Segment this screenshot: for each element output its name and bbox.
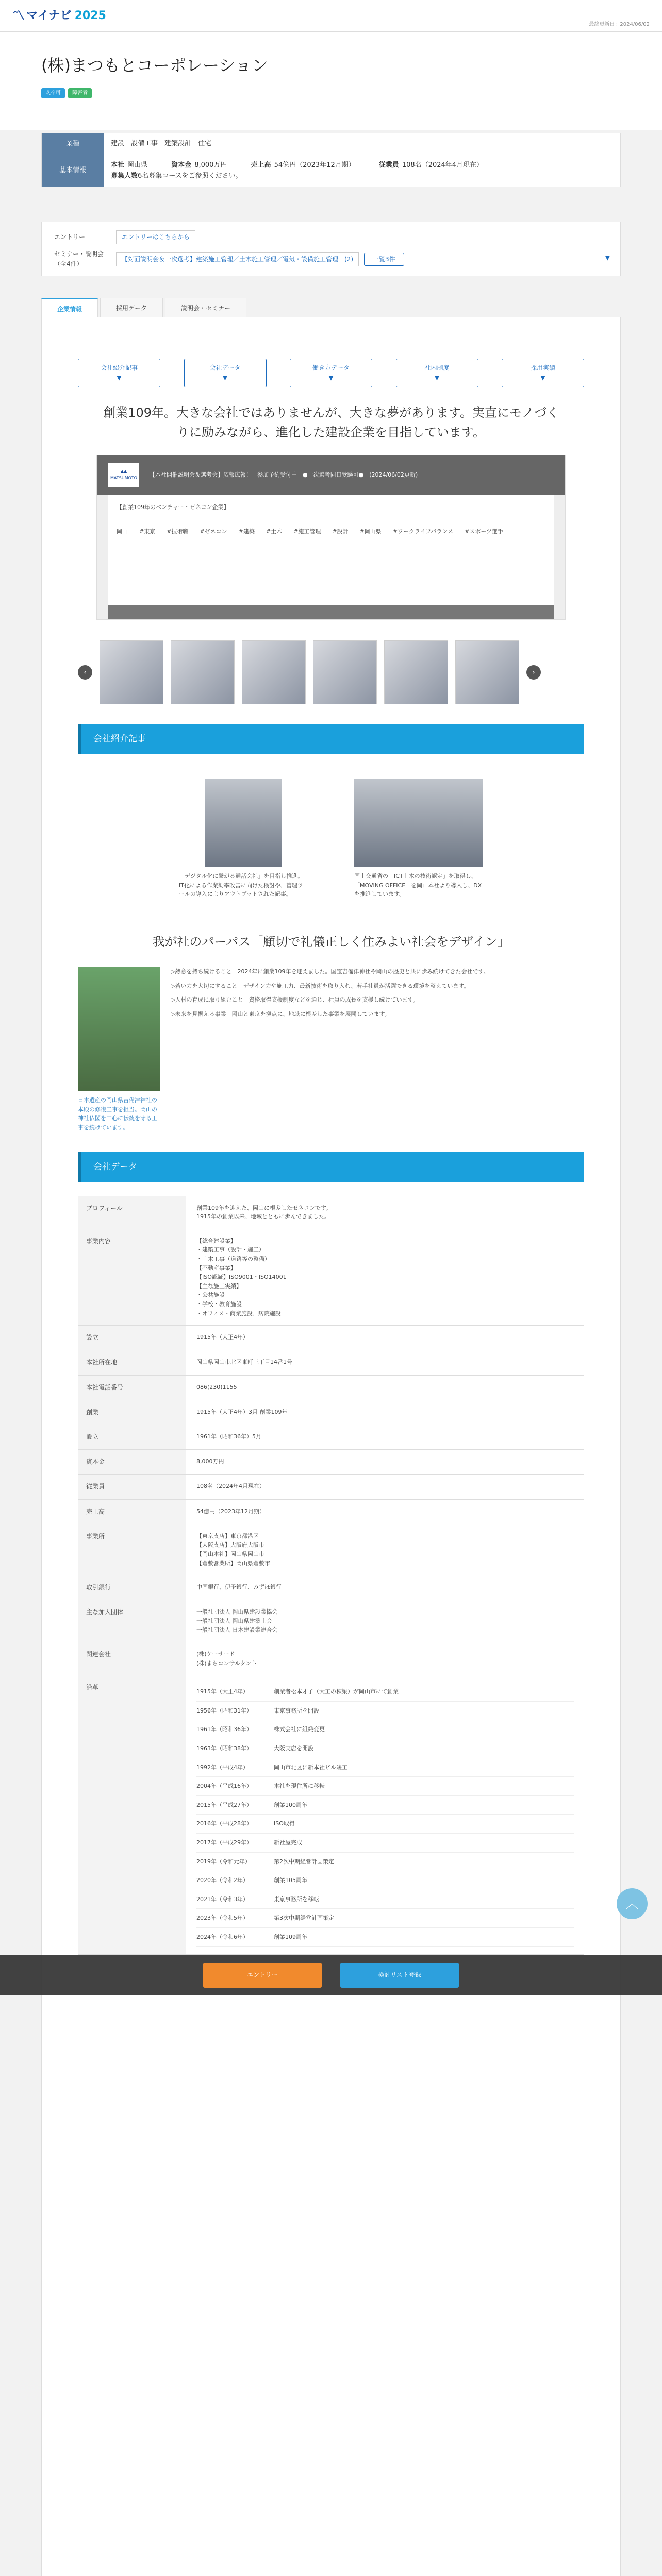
data-row — [78, 1425, 584, 1450]
chevron-down-icon: ▼ — [540, 374, 545, 381]
entry-link[interactable]: エントリーはこちらから — [116, 230, 195, 244]
article-text: 「デジタル化に繋がる通話会社」を目指し推進。IT化による作業効率改善に向けた検討や、管理ツールの導入によりアウトプットされた記事。 — [179, 872, 304, 898]
history-event: 東京事務所を開設 — [274, 1702, 574, 1721]
article-text: 国土交通省の「ICT土木の技術認定」を取得し、「MOVING OFFICE」を岡山本社より導入し、DXを推進しています。 — [354, 872, 482, 898]
history-year: 2019年（令和元年） — [196, 1853, 274, 1872]
hero-chip: #建築 — [238, 528, 255, 535]
data-row-value: (株)ケーサード (株)まちコンサルタント — [196, 1651, 257, 1667]
company-logo — [108, 463, 139, 487]
article-photo — [354, 779, 483, 867]
data-row — [78, 1326, 584, 1350]
carousel-photo[interactable] — [455, 640, 519, 704]
article-photo — [205, 779, 282, 867]
data-row — [78, 1475, 584, 1499]
data-row-value: 1915年（大正4年）3月 創業109年 — [196, 1408, 288, 1415]
entry-button[interactable]: エントリー — [203, 1963, 322, 1988]
history-year: 2017年（平成29年） — [196, 1834, 274, 1853]
data-row-label: 事業内容 — [78, 1229, 186, 1325]
chevron-down-icon: ▼ — [117, 374, 122, 381]
employees-value: 108名（2024年4月現在） — [402, 161, 484, 169]
nav-articles[interactable] — [78, 359, 160, 387]
company-tags — [41, 88, 621, 98]
data-row — [78, 1642, 584, 1675]
hero-chips — [117, 527, 545, 536]
data-row — [78, 1450, 584, 1475]
hero-chip: 岡山 — [117, 528, 128, 535]
data-row-label: 事業所 — [78, 1524, 186, 1575]
history-label: 沿革 — [78, 1675, 186, 1954]
tag-shogai: 障害者 — [68, 88, 92, 98]
hero-top — [97, 455, 565, 495]
carousel-photo[interactable] — [100, 640, 163, 704]
data-row-value: 岡山県岡山市北区東町三丁目14番1号 — [196, 1359, 292, 1366]
data-row-value: 086(230)1155 — [196, 1383, 237, 1391]
company-data-title: 会社データ — [78, 1152, 584, 1182]
hero-chip: #土木 — [266, 528, 283, 535]
carousel-photo[interactable] — [384, 640, 448, 704]
tag-kisotsu: 既卒可 — [41, 88, 65, 98]
history-year: 2004年（平成16年） — [196, 1777, 274, 1796]
data-row — [78, 1229, 584, 1326]
history-list — [186, 1675, 584, 1954]
history-event: 第2次中期経営計画策定 — [274, 1853, 574, 1872]
history-year: 2021年（令和3年） — [196, 1890, 274, 1909]
mynavi-logo-icon: 〽 — [12, 8, 23, 23]
chevron-down-icon: ▼ — [222, 374, 228, 381]
data-row-value: 【東京支店】東京都港区 【大阪支店】大阪府大阪市 【岡山本社】岡山県岡山市 【倉敷営業所】岡山県倉敷市 — [196, 1532, 270, 1567]
purpose-side-caption: 日本遺産の岡山県吉備津神社の本殿の修復工事を担当。岡山の神社仏閣を中心に伝統を守る工事を続けています。 — [78, 1097, 157, 1131]
nav-work-style[interactable] — [290, 359, 372, 387]
data-row-label: 関連会社 — [78, 1642, 186, 1675]
sticky-action-bar — [0, 1955, 662, 1995]
bookmark-button[interactable]: 検討リスト登録 — [340, 1963, 459, 1988]
logo-mark-icon: ▲▲ — [120, 468, 127, 473]
history-event: 新社屋完成 — [274, 1834, 574, 1853]
shrine-photo — [78, 967, 160, 1091]
history-year: 2023年（令和5年） — [196, 1909, 274, 1928]
hero-chip: #岡山県 — [359, 528, 382, 535]
data-row — [78, 1350, 584, 1375]
articles-list — [78, 779, 584, 899]
entry-row — [54, 230, 608, 244]
history-year: 2015年（平成27年） — [196, 1796, 274, 1815]
recruit-label: 募集人数 — [111, 172, 138, 180]
data-row-label: プロフィール — [78, 1196, 186, 1229]
history-event: 創業105周年 — [274, 1871, 574, 1890]
nav-company-data-label: 会社データ — [209, 364, 241, 371]
purpose-paragraph: ▷未来を見据える事業 岡山と東京を拠点に、地域に根差した事業を展開しています。 — [171, 1010, 390, 1018]
hero-chip: #施工管理 — [293, 528, 321, 535]
back-to-top-button[interactable] — [617, 1888, 648, 1919]
data-row-label: 本社電話番号 — [78, 1376, 186, 1400]
tab-recruit-data[interactable]: 採用データ — [100, 298, 163, 319]
hero-chip: #設計 — [332, 528, 349, 535]
hero-body-title: 【創業109年のベンチャー・ゼネコン企業】 — [117, 503, 229, 511]
data-row-value: 【総合建設業】 ・建築工事（設計・施工） ・土木工事（道路等の整備） 【不動産事業】 【ISO認証】ISO9001・ISO14001 【主な施工実績】 ・公共施設 ・学校・教育施設 ・オフィス・商業施設、病院施設 — [196, 1237, 287, 1317]
data-row-value: 1961年（昭和36年）5月 — [196, 1433, 261, 1440]
hero-logo-text: MATSUMOTO — [110, 475, 137, 480]
hero-body — [108, 495, 554, 608]
site-logo[interactable] — [12, 6, 106, 25]
article-card[interactable] — [179, 779, 308, 899]
entry-label: エントリー — [54, 233, 86, 241]
data-row-label: 設立 — [78, 1425, 186, 1449]
basic-info-row — [41, 155, 621, 188]
employees-label: 従業員 — [378, 161, 399, 169]
purpose-paragraph: ▷熱意を持ち続けること 2024年に創業109年を迎えました。国宝吉備津神社や岡山の歴史と共に歩み続けてきた会社です。 — [171, 968, 489, 975]
data-row-value: 中国銀行、伊予銀行、みずほ銀行 — [196, 1584, 282, 1591]
data-row — [78, 1196, 584, 1229]
data-row-label: 資本金 — [78, 1450, 186, 1474]
nav-system-label: 社内制度 — [424, 364, 450, 371]
chevron-right-icon[interactable]: › — [526, 665, 541, 680]
seminar-row — [54, 249, 608, 269]
hero-chip: #ワークライフバランス — [392, 528, 454, 535]
hero-bar — [108, 605, 554, 619]
purpose-side — [78, 967, 160, 1132]
capital-value: 8,000万円 — [194, 161, 227, 169]
logo-text: マイナビ — [26, 9, 72, 22]
data-row — [78, 1376, 584, 1400]
sales-value: 54億円（2023年12月期） — [274, 161, 355, 169]
hero-headline: 【本社開催説明会＆選考会】広報広報！ 参加予約受付中 ●一次選考同日受験可● (2024/06/02更新) — [150, 471, 418, 478]
industry-label: 業種 — [42, 133, 104, 155]
chevron-left-icon[interactable]: ‹ — [78, 665, 92, 680]
main-content — [41, 317, 621, 2576]
nav-results[interactable] — [502, 359, 584, 387]
chevron-down-icon[interactable]: ▼ — [605, 254, 610, 261]
history-event: 創業109周年 — [274, 1928, 574, 1947]
carousel-photo[interactable] — [171, 640, 235, 704]
hero-chip: #東京 — [139, 528, 156, 535]
purpose-paragraph: ▷人材の育成に取り組むこと 資格取得支援制度などを通じ、社員の成長を支援し続けています。 — [171, 996, 419, 1004]
history-event: 東京事務所を移転 — [274, 1890, 574, 1909]
hero-chip: #スポーツ選手 — [465, 528, 503, 535]
data-row — [78, 1575, 584, 1600]
nav-system[interactable] — [396, 359, 478, 387]
seminar-label: セミナー・説明会（全4件） — [54, 250, 104, 268]
chevron-down-icon: ▼ — [434, 374, 440, 381]
data-row-value: 創業109年を迎えた、岡山に根差したゼネコンです。 1915年の創業以来、地域とともに歩んできました。 — [196, 1204, 332, 1221]
carousel-photo[interactable] — [313, 640, 377, 704]
history-year: 2020年（令和2年） — [196, 1871, 274, 1890]
data-row-label: 設立 — [78, 1326, 186, 1350]
history-event: 大阪支店を開設 — [274, 1739, 574, 1758]
purpose-section — [78, 967, 584, 1132]
purpose-text — [171, 967, 584, 1132]
chevron-down-icon: ▼ — [328, 374, 334, 381]
history-event: 岡山市北区に新本社ビル竣工 — [274, 1758, 574, 1777]
lead-copy: 創業109年。大きな会社ではありませんが、大きな夢があります。実直にモノづくりに励みながら、進化した建設企業を目指しています。 — [103, 405, 559, 440]
history-year: 2024年（令和6年） — [196, 1928, 274, 1947]
history-year: 1961年（昭和36年） — [196, 1720, 274, 1739]
hero-chip: #技術職 — [167, 528, 189, 535]
company-data-table — [78, 1196, 584, 1955]
data-row — [78, 1600, 584, 1642]
company-info-table — [41, 133, 621, 187]
data-row-label: 主な加入団体 — [78, 1600, 186, 1642]
capital-label: 資本金 — [171, 161, 192, 169]
company-name: (株)まつもとコーポレーション — [41, 56, 268, 75]
nav-company-data[interactable] — [184, 359, 267, 387]
history-event: 創業者松本才子（大工の棟梁）が岡山市にて創業 — [274, 1683, 574, 1702]
purpose-title: 我が社のパーパス「顧切で礼儀正しく住みよい社会をデザイン」 — [152, 934, 510, 949]
industry-value: 建設 設備工事 建築設計 住宅 — [111, 140, 212, 147]
data-row-label: 従業員 — [78, 1475, 186, 1499]
seminar-list-button[interactable]: 一覧3件 — [364, 253, 404, 266]
carousel-photo[interactable] — [242, 640, 306, 704]
hq-value: 岡山県 — [127, 161, 148, 169]
history-event: 創業100周年 — [274, 1796, 574, 1815]
tab-company-info[interactable]: 企業情報 — [41, 298, 98, 319]
hero-chip: #ゼネコン — [200, 528, 227, 535]
history-row — [78, 1675, 584, 1954]
company-header — [0, 32, 662, 130]
data-row — [78, 1500, 584, 1524]
history-event: ISO取得 — [274, 1815, 574, 1834]
data-row-value: 108名（2024年4月現在） — [196, 1483, 265, 1490]
history-event: 株式会社に組織変更 — [274, 1720, 574, 1739]
history-year: 1963年（昭和38年） — [196, 1739, 274, 1758]
last-updated: 最終更新日：2024/06/02 — [589, 22, 650, 27]
history-year: 1956年（昭和31年） — [196, 1702, 274, 1721]
nav-articles-label: 会社紹介記事 — [100, 364, 138, 371]
hero-banner[interactable] — [96, 455, 566, 620]
data-row-label: 本社所在地 — [78, 1350, 186, 1375]
tab-seminar[interactable]: 説明会・セミナー — [165, 298, 246, 319]
data-row-label: 売上高 — [78, 1500, 186, 1524]
site-header — [0, 0, 662, 32]
basic-label: 基本情報 — [42, 155, 104, 187]
seminar-select[interactable]: 【対面説明会＆一次選考】建築施工管理／土木施工管理／電気・設備施工管理 (2) — [116, 252, 359, 266]
data-row-label: 取引銀行 — [78, 1575, 186, 1600]
basic-value — [104, 155, 620, 187]
data-row — [78, 1524, 584, 1575]
chevron-up-icon: ︿ — [626, 1896, 638, 1911]
history-event: 本社を現住所に移転 — [274, 1777, 574, 1796]
article-card[interactable] — [354, 779, 483, 899]
history-year: 1915年（大正4年） — [196, 1683, 274, 1702]
industry-row — [41, 133, 621, 155]
recruit-value: 6名募集コースをご参照ください。 — [138, 172, 242, 180]
history-event: 第3次中期経営計画策定 — [274, 1909, 574, 1928]
data-row-value: 1915年（大正4年） — [196, 1334, 249, 1341]
data-row-value: 8,000万円 — [196, 1458, 224, 1465]
entry-panel — [41, 222, 621, 276]
history-year: 1992年（平成4年） — [196, 1758, 274, 1777]
photo-carousel — [78, 640, 584, 704]
history-year: 2016年（平成28年） — [196, 1815, 274, 1834]
sales-label: 売上高 — [251, 161, 271, 169]
logo-year: 2025 — [74, 9, 106, 22]
articles-section-title: 会社紹介記事 — [78, 724, 584, 754]
hq-label: 本社 — [111, 161, 125, 169]
nav-results-label: 採用実績 — [530, 364, 555, 371]
nav-work-style-label: 働き方データ — [312, 364, 350, 371]
data-row-label: 創業 — [78, 1400, 186, 1425]
data-row — [78, 1400, 584, 1425]
anchor-nav — [78, 359, 584, 387]
data-row-value: 一般社団法人 岡山県建設業協会 一般社団法人 岡山県建築士会 一般社団法人 日本建設業連合会 — [196, 1608, 278, 1634]
data-row-value: 54億円（2023年12月期） — [196, 1507, 265, 1515]
purpose-paragraph: ▷若い力を大切にすること デザイン力や施工力、最新技術を取り入れ、若手社員が活躍できる環境を整えています。 — [171, 982, 470, 989]
